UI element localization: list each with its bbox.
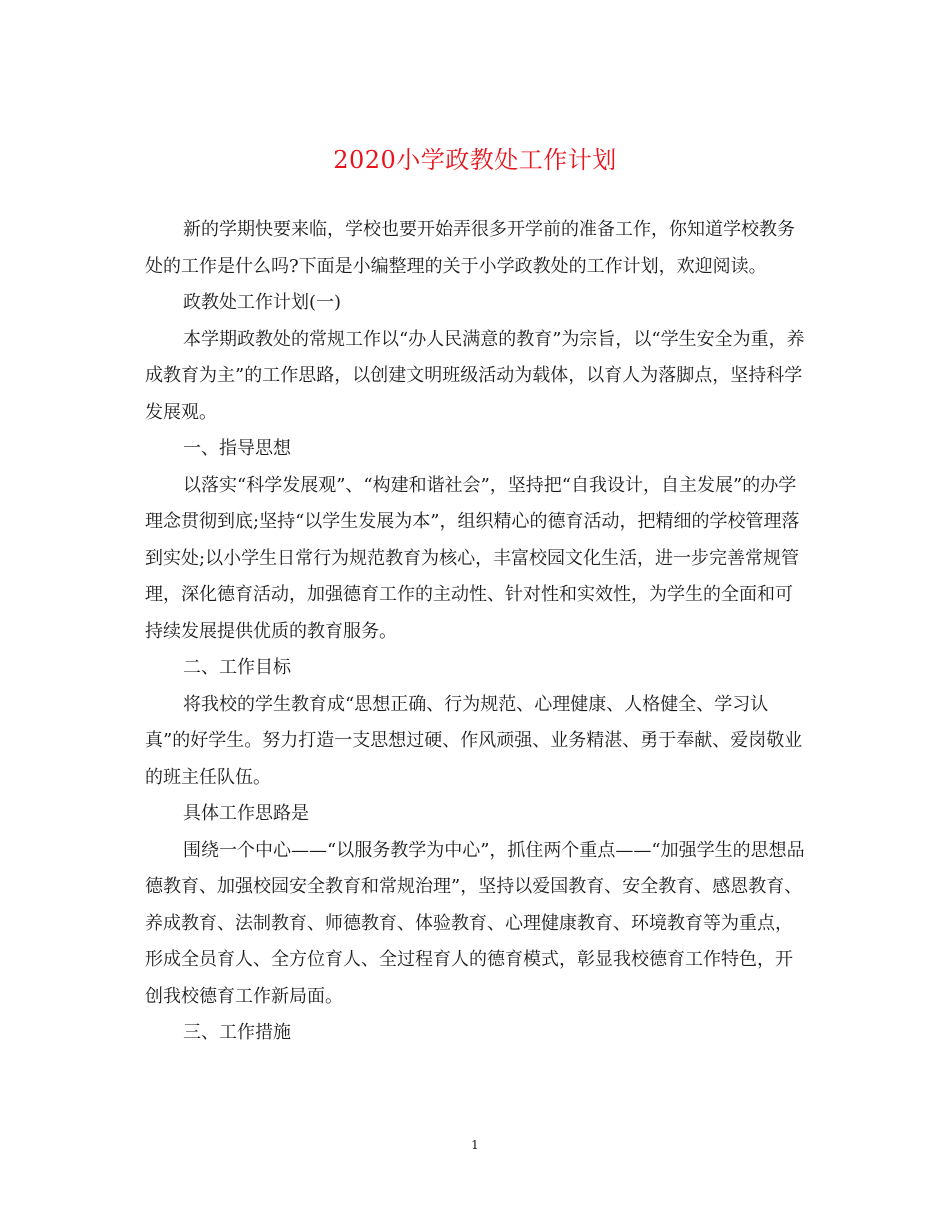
section-heading-guiding-thought: 一、指导思想 xyxy=(183,438,291,459)
page-number: 1 xyxy=(471,1138,479,1152)
document-body xyxy=(145,212,805,1052)
paragraph-guiding-thought: 以落实“科学发展观”、“构建和谐社会”，坚持把“自我设计，自主发展”的办学理念贯彻到底;坚持“以学生发展为本”，组织精心的德育活动，把精细的学校管理落到实处;以小学生日常行为规范教育为核心，丰富校园文化生活，进一步完善常规管理，深化德育活动，加强德育工作的主动性、针对性和实效性，为学生的全面和可持续发展提供优质的教育服务。 xyxy=(145,474,800,642)
section-heading-work-goals: 二、工作目标 xyxy=(183,657,291,678)
paragraph-work-approach: 围绕一个中心——“以服务教学为中心”，抓住两个重点——“加强学生的思想品德教育、加强校园安全教育和常规治理”，坚持以爱国教育、安全教育、感恩教育、养成教育、法制教育、师德教育、体验教育、心理健康教育、环境教育等为重点，形成全员育人、全方位育人、全过程育人的德育模式，彰显我校德育工作特色，开创我校德育工作新局面。 xyxy=(145,839,805,1007)
paragraph-intro: 新的学期快要来临，学校也要开始弄很多开学前的准备工作，你知道学校教务处的工作是什么吗?下面是小编整理的关于小学政教处的工作计划，欢迎阅读。 xyxy=(145,219,795,277)
paragraph-plan-heading: 政教处工作计划(一) xyxy=(183,292,342,313)
paragraph-overview: 本学期政教处的常规工作以“办人民满意的教育”为宗旨，以“学生安全为重，养成教育为主”的工作思路，以创建文明班级活动为载体，以育人为落脚点，坚持科学发展观。 xyxy=(145,328,805,423)
paragraph-work-goals: 将我校的学生教育成“思想正确、行为规范、心理健康、人格健全、学习认真”的好学生。努力打造一支思想过硬、作风顽强、业务精湛、勇于奉献、爱岗敬业的班主任队伍。 xyxy=(145,693,803,788)
subheading-work-approach: 具体工作思路是 xyxy=(183,803,309,824)
section-heading-work-measures: 三、工作措施 xyxy=(183,1022,291,1043)
document-title: 2020小学政教处工作计划 xyxy=(333,146,617,174)
